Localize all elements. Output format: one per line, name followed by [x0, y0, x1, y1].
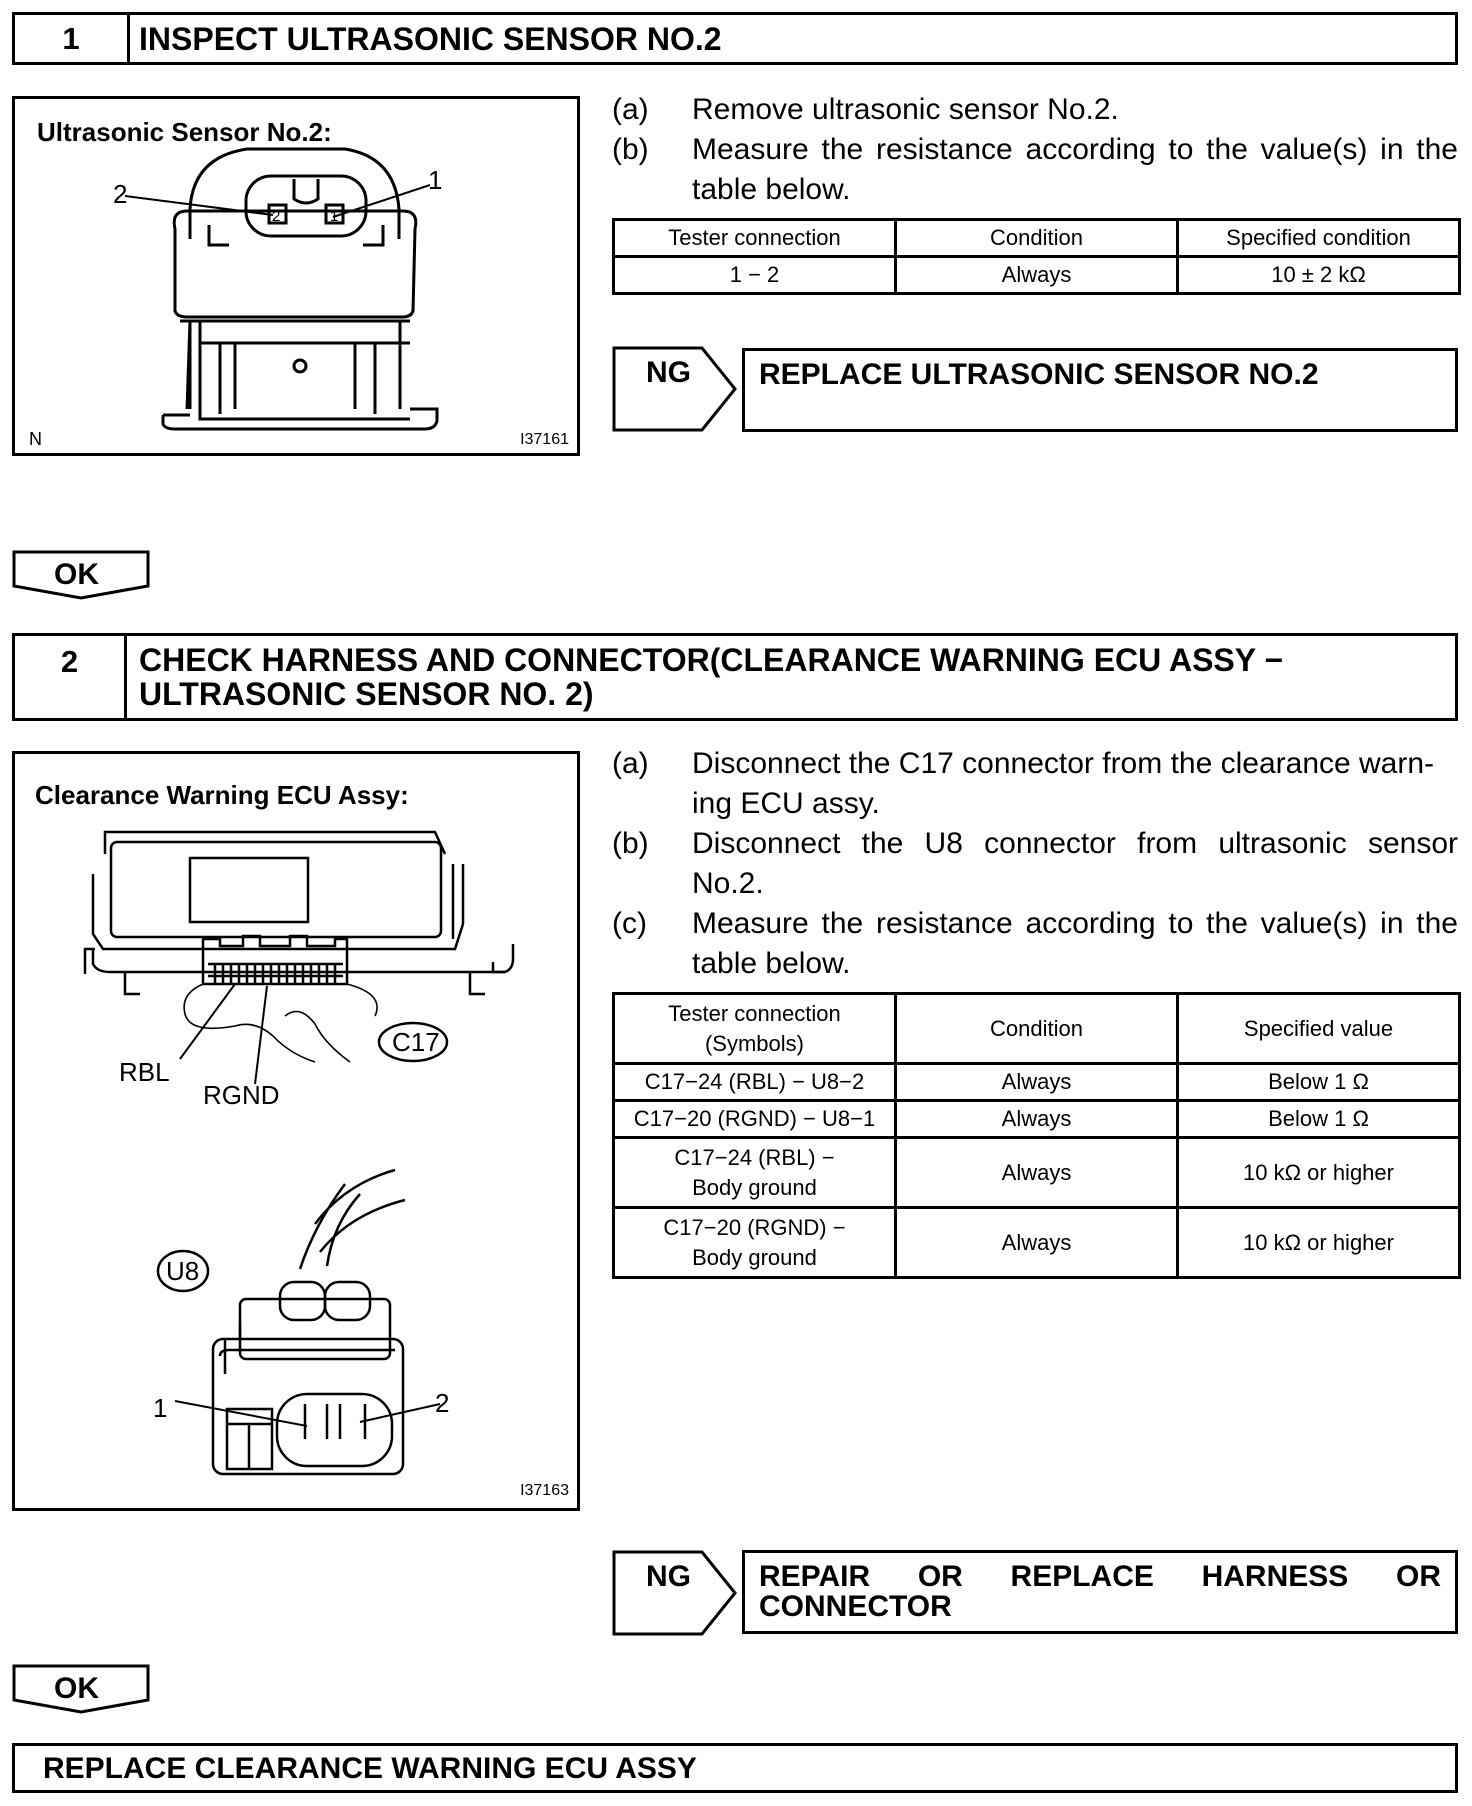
final-action-text: REPLACE CLEARANCE WARNING ECU ASSY — [43, 1752, 697, 1785]
table-row — [614, 1208, 1460, 1278]
step2-spec-table — [612, 992, 1461, 1279]
step2-ng-text-line1 — [759, 1561, 1441, 1593]
step1-number: 1 — [15, 15, 130, 62]
table-cell-line: C17−20 (RGND) − — [663, 1214, 846, 1240]
step-label: (c) — [612, 907, 647, 940]
step2-instruction-c — [612, 904, 1458, 984]
table-cell — [614, 1138, 896, 1208]
table-cell — [614, 1208, 896, 1278]
step-text: Measure the resistance according to the value(s) in the — [692, 907, 1458, 940]
step1-ng-action — [742, 348, 1458, 432]
step2-ng-action — [742, 1550, 1458, 1634]
sensor-figure-code: I37161 — [520, 431, 569, 448]
table-cell: Always — [896, 257, 1178, 294]
table-cell-line: Body ground — [692, 1244, 817, 1270]
step2-ng-text-line2: CONNECTOR — [759, 1590, 952, 1623]
step-text: Measure the resistance according to the value(s) in the table below. — [692, 133, 1458, 206]
step-text: Disconnect the U8 connector from ultrasonic sensor — [692, 827, 1458, 860]
step1-title: INSPECT ULTRASONIC SENSOR NO.2 — [139, 20, 722, 57]
step1-header — [12, 12, 1458, 65]
rgnd-label: RGND — [203, 1080, 280, 1110]
u8-pin2-label: 2 — [435, 1388, 450, 1418]
sensor-pin2-label: 2 — [113, 179, 128, 209]
rbl-label: RBL — [119, 1057, 170, 1087]
final-action — [12, 1743, 1458, 1793]
table-cell-line: Body ground — [692, 1174, 817, 1200]
step-label: (a) — [612, 93, 649, 126]
table-cell-line: C17−24 (RBL) − — [674, 1144, 835, 1170]
sensor-pin1-mark: 1 — [330, 208, 339, 225]
step2-number: 2 — [15, 636, 127, 718]
table-cell: Always — [896, 1138, 1178, 1208]
step2-ok-label: OK — [54, 1672, 99, 1705]
step2-ng-label: NG — [646, 1560, 691, 1593]
table-cell: C17−20 (RGND) − U8−1 — [614, 1101, 896, 1138]
ng-word: OR — [1396, 1560, 1441, 1593]
table-row — [614, 1138, 1460, 1208]
sensor-figure-title: Ultrasonic Sensor No.2: — [37, 117, 332, 147]
step2-title-line1: CHECK HARNESS AND CONNECTOR(CLEARANCE WARNING ECU ASSY − — [139, 642, 1284, 678]
table-cell: Always — [896, 1208, 1178, 1278]
step-label: (b) — [612, 133, 649, 166]
step-label: (b) — [612, 827, 649, 860]
table-cell: 10 kΩ or higher — [1178, 1208, 1460, 1278]
sensor-figure-corner: N — [29, 429, 42, 449]
step2-header — [12, 633, 1458, 721]
table-cell: Always — [896, 1064, 1178, 1101]
table-header-line: (Symbols) — [704, 1030, 804, 1056]
step1-instruction-a — [612, 90, 1458, 130]
step1-instruction-b — [612, 130, 1458, 210]
table-cell: Always — [896, 1101, 1178, 1138]
u8-label: U8 — [166, 1256, 200, 1286]
step1-ok-label: OK — [54, 558, 99, 591]
table-cell: 10 ± 2 kΩ — [1178, 257, 1460, 294]
table-row — [614, 1064, 1460, 1101]
step2-title-line2: ULTRASONIC SENSOR NO. 2) — [139, 676, 594, 712]
step-text: Remove ultrasonic sensor No.2. — [692, 93, 1119, 126]
step1-spec-table — [612, 218, 1461, 295]
sensor-pin1-label: 1 — [428, 165, 443, 195]
step2-instruction-b — [612, 824, 1458, 904]
table-row — [614, 1101, 1460, 1138]
table-header-line: Tester connection — [668, 1000, 841, 1026]
u8-pin1-label: 1 — [153, 1393, 168, 1423]
table-header-cell: Tester connection — [614, 220, 896, 257]
step1-ng-label: NG — [646, 356, 691, 389]
ecu-and-u8-drawing — [15, 754, 577, 1508]
table-header-cell: Specified condition — [1178, 220, 1460, 257]
step-label: (a) — [612, 747, 649, 780]
table-header-cell — [614, 994, 896, 1064]
table-cell: Below 1 Ω — [1178, 1101, 1460, 1138]
step-text: Disconnect the C17 connector from the clearance warn- — [692, 747, 1435, 780]
step2-title — [127, 636, 1455, 718]
ng-word: HARNESS — [1201, 1560, 1349, 1593]
sensor-figure — [12, 96, 580, 456]
ecu-figure-title: Clearance Warning ECU Assy: — [35, 780, 409, 810]
c17-label: C17 — [392, 1027, 440, 1057]
table-header-cell: Specified value — [1178, 994, 1460, 1064]
table-header-cell: Condition — [896, 994, 1178, 1064]
step2-instruction-a — [612, 744, 1458, 824]
table-header-row — [614, 994, 1460, 1064]
step-text-cont: No.2. — [692, 867, 764, 900]
step-text-cont: ing ECU assy. — [692, 787, 880, 820]
table-header-cell: Condition — [896, 220, 1178, 257]
step-text-cont: table below. — [692, 947, 851, 980]
ecu-figure — [12, 751, 580, 1511]
ng-word: OR — [917, 1560, 963, 1593]
ultrasonic-sensor-drawing — [15, 99, 577, 453]
table-row — [614, 257, 1460, 294]
table-header-row — [614, 220, 1460, 257]
ng-word: REPAIR — [759, 1560, 871, 1593]
step1-ng-text: REPLACE ULTRASONIC SENSOR NO.2 — [759, 358, 1319, 391]
ng-word: REPLACE — [1010, 1560, 1154, 1593]
table-cell: 10 kΩ or higher — [1178, 1138, 1460, 1208]
sensor-pin2-mark: 2 — [272, 208, 281, 225]
table-cell: 1 − 2 — [614, 257, 896, 294]
table-cell: Below 1 Ω — [1178, 1064, 1460, 1101]
ecu-figure-code: I37163 — [520, 1482, 569, 1499]
table-cell: C17−24 (RBL) − U8−2 — [614, 1064, 896, 1101]
